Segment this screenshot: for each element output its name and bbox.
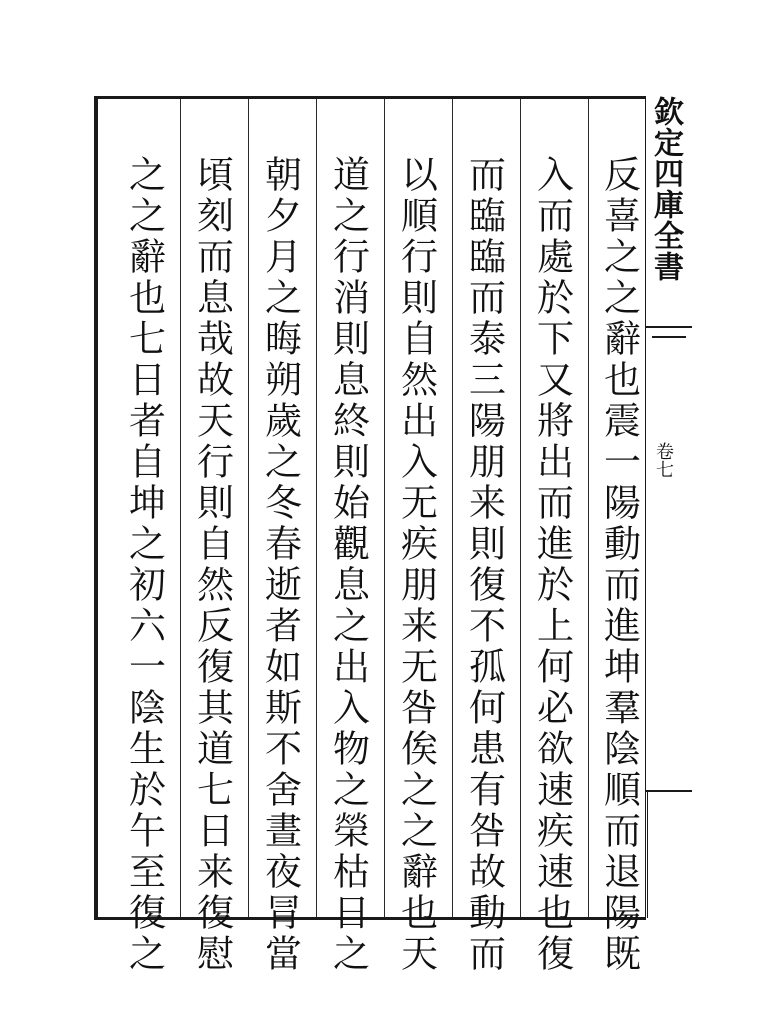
column-text: 而臨臨而泰三陽朋来則復不孤何患有咎故動而 bbox=[462, 155, 506, 975]
text-column bbox=[451, 99, 517, 975]
text-column bbox=[383, 99, 449, 975]
text-column bbox=[111, 99, 177, 975]
column-text: 以順行則自然出入无疾朋来无咎俟之之辭也天 bbox=[394, 155, 438, 975]
text-column bbox=[586, 99, 652, 975]
column-text: 入而處於下又將出而進於上何必欲速疾速也復 bbox=[530, 155, 574, 975]
text-column bbox=[519, 99, 585, 975]
text-column bbox=[179, 99, 245, 975]
column-text: 之之辭也七日者自坤之初六一陰生於午至復之 bbox=[122, 155, 166, 975]
margin-divider bbox=[646, 790, 692, 792]
margin-column bbox=[646, 96, 692, 920]
text-column bbox=[315, 99, 381, 975]
column-text: 朝夕月之晦朔歲之冬春逝者如斯不舍晝夜冐當 bbox=[258, 155, 302, 975]
column-text: 頃刻而息哉故天行則自然反復其道七日来復慰 bbox=[190, 155, 234, 975]
margin-divider bbox=[646, 326, 692, 328]
page-frame bbox=[94, 96, 646, 975]
margin-divider bbox=[652, 336, 686, 338]
column-text: 道之行消則息終則始觀息之出入物之榮枯日之 bbox=[326, 155, 370, 975]
margin-title: 欽定四庫全書 bbox=[648, 96, 683, 282]
margin-rule bbox=[647, 792, 648, 918]
text-column bbox=[247, 99, 313, 975]
chapter-label: 卷七 bbox=[653, 442, 674, 478]
column-text: 反喜之之辭也震一陽動而進坤羣陰順而退陽既 bbox=[597, 155, 641, 975]
